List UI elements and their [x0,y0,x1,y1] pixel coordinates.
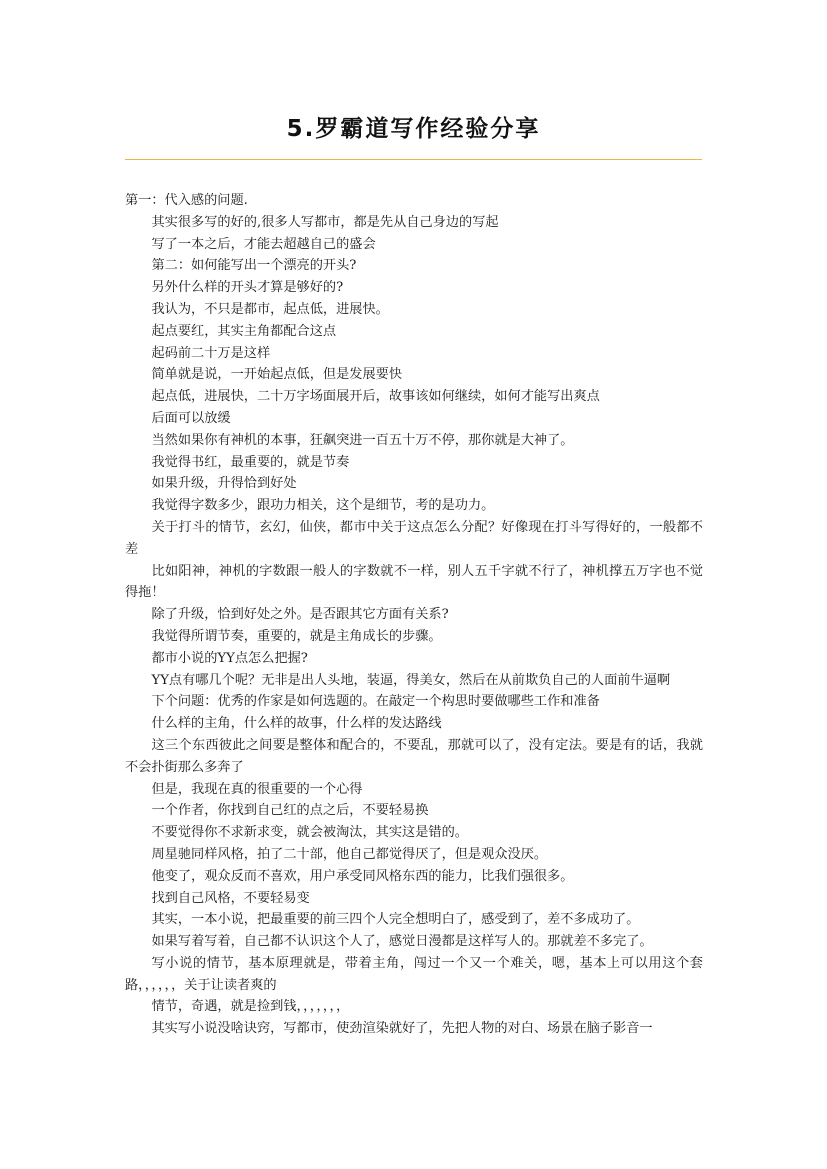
paragraph: 这三个东西彼此之间要是整体和配合的，不要乱，那就可以了，没有定法。要是有的话，我就不会扑街那么多奔了 [125,737,703,775]
paragraph: 如果写着写着，自己都不认识这个人了，感觉日漫都是这样写人的。那就差不多完了。 [151,934,653,950]
paragraph: 如果升级，升得恰到好处 [151,476,297,492]
paragraph: 我认为，不只是都市，起点低，进展快。 [151,301,389,317]
paragraph: 第二：如何能写出一个漂亮的开头? [151,258,357,274]
paragraph: 他变了，观众反而不喜欢，用户承受同风格东西的能力，比我们强很多。 [151,868,574,884]
paragraph: 关于打斗的情节，玄幻，仙侠，都市中关于这点怎么分配？好像现在打斗写得好的，一般都不差 [125,519,703,557]
paragraph: 我觉得字数多少，跟功力相关，这个是细节，考的是功力。 [151,498,495,514]
paragraph: 第一：代入感的问题. [125,193,248,208]
title-divider [125,159,702,160]
document-body [125,190,703,1040]
paragraph: 起点要红，其实主角都配合这点 [151,323,337,339]
paragraph: 不要觉得你不求新求变，就会被淘汰，其实这是错的。 [151,825,468,841]
paragraph: 都市小说的YY点怎么把握? [151,650,308,666]
paragraph: 其实写小说没啥诀窍，写都市，使劲渲染就好了，先把人物的对白、场景在脑子影音一 [151,1021,653,1037]
paragraph: 写小说的情节，基本原理就是，带着主角，闯过一个又一个难关，嗯，基本上可以用这个套路，，，，，，关于让读者爽的 [125,955,703,993]
paragraph: 其实，一本小说，把最重要的前三四个人完全想明白了，感受到了，差不多成功了。 [151,912,640,928]
paragraph: 起点低，进展快，二十万字场面展开后，故事该如何继续，如何才能写出爽点 [151,389,600,405]
paragraph: 起码前二十万是这样 [151,345,271,361]
paragraph: 一个作者，你找到自己红的点之后，不要轻易换 [151,803,429,819]
paragraph: 比如阳神，神机的字数跟一般人的字数就不一样，别人五千字就不行了，神机撑五万字也不觉得拖！ [125,563,703,601]
paragraph: 什么样的主角，什么样的故事，什么样的发达路线 [151,716,442,732]
paragraph: 周星驰同样风格，拍了二十部，他自己都觉得厌了，但是观众没厌。 [151,846,548,862]
paragraph: 除了升级，恰到好处之外。是否跟其它方面有关系? [151,607,449,623]
page-title: 5.罗霸道写作经验分享 [286,116,541,142]
paragraph: 找到自己风格，不要轻易变 [151,890,310,906]
paragraph: YY点有哪几个呢？无非是出人头地，装逼，得美女，然后在从前欺负自己的人面前牛逼啊 [151,672,671,688]
paragraph: 其实很多写的好的,很多人写都市，都是先从自己身边的写起 [151,214,499,230]
paragraph: 我觉得所谓节奏，重要的，就是主角成长的步骤。 [151,628,442,644]
paragraph: 当然如果你有神机的本事，狂飙突进一百五十万不停，那你就是大神了。 [151,432,574,448]
paragraph: 简单就是说，一开始起点低，但是发展要快 [151,367,403,383]
paragraph: 下个问题：优秀的作家是如何选题的。在敲定一个构思时要做哪些工作和准备 [151,694,600,710]
paragraph: 但是，我现在真的很重要的一个心得 [151,781,363,797]
paragraph: 写了一本之后，才能去超越自己的盛会 [151,236,376,252]
paragraph: 另外什么样的开头才算是够好的? [151,280,344,296]
paragraph: 我觉得书红，最重要的，就是节奏 [151,454,350,470]
paragraph: 后面可以放缓 [151,410,231,426]
paragraph: 情节，奇遇，就是捡到钱，，，，，，， [151,999,350,1015]
